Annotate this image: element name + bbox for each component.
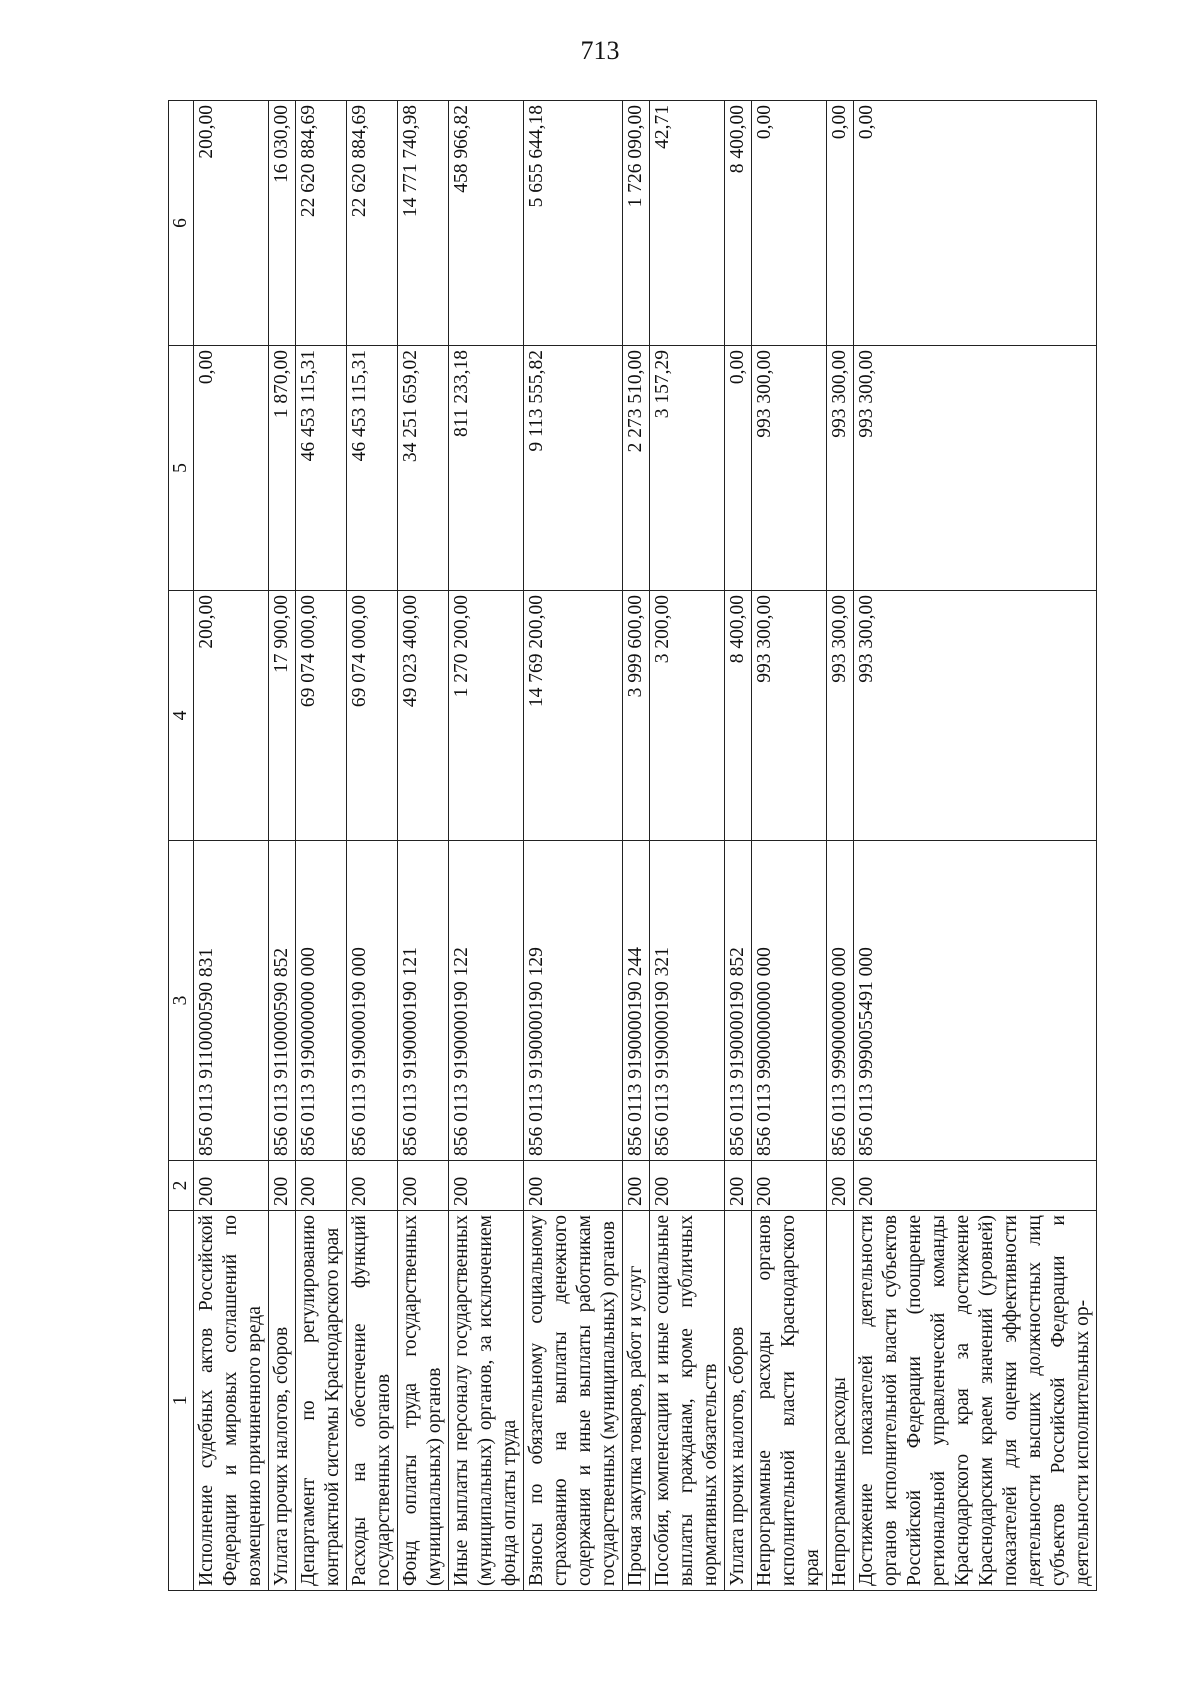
row-value-col4: 1 270 200,00: [449, 591, 524, 841]
column-header: 2: [169, 1161, 194, 1211]
row-value-col4: 17 900,00: [269, 591, 296, 841]
row-value-col4: 14 769 200,00: [524, 591, 623, 841]
row-value-col5: 0,00: [194, 346, 269, 591]
row-name-cell: Фонд оплаты труда государственных (муниципальных) органов: [398, 1211, 449, 1591]
table-row: [827, 101, 854, 1591]
row-code-cell: 856 0113 9190000190 852: [725, 841, 752, 1161]
row-value-col6: 22 620 884,69: [296, 101, 347, 346]
page-number: 713: [580, 36, 620, 65]
row-value-col5: 2 273 510,00: [623, 346, 650, 591]
table-row: [752, 101, 827, 1591]
table-row: [854, 101, 1097, 1591]
column-header: 3: [169, 841, 194, 1161]
table-row: [524, 101, 623, 1591]
row-section-cell: 200: [194, 1161, 269, 1211]
row-name-cell: Уплата прочих налогов, сборов: [269, 1211, 296, 1591]
header-row: [169, 101, 194, 1591]
row-name-cell: Взносы по обязательному социальному страхованию на выплаты денежного содержания и иные выплаты работникам государственных (муниципальных) органов: [524, 1211, 623, 1591]
row-value-col5: 1 870,00: [269, 346, 296, 591]
column-header: 4: [169, 591, 194, 841]
row-name-cell: Расходы на обеспечение функций государственных органов: [347, 1211, 398, 1591]
row-name-cell: Непрограммные расходы органов исполнительной власти Краснодарского края: [752, 1211, 827, 1591]
row-name-cell: Непрограммные расходы: [827, 1211, 854, 1591]
row-code-cell: 856 0113 9190000190 321: [650, 841, 725, 1161]
row-value-col5: 34 251 659,02: [398, 346, 449, 591]
row-value-col6: 5 655 644,18: [524, 101, 623, 346]
row-code-cell: 856 0113 9190000190 121: [398, 841, 449, 1161]
row-name-cell: Уплата прочих налогов, сборов: [725, 1211, 752, 1591]
row-value-col5: 46 453 115,31: [296, 346, 347, 591]
row-value-col6: 22 620 884,69: [347, 101, 398, 346]
row-value-col6: 14 771 740,98: [398, 101, 449, 346]
row-value-col4: 993 300,00: [752, 591, 827, 841]
row-value-col6: 0,00: [752, 101, 827, 346]
row-value-col4: 3 200,00: [650, 591, 725, 841]
row-section-cell: 200: [269, 1161, 296, 1211]
budget-table: [168, 100, 1097, 1591]
row-name-cell: Достижение показателей деятельности органов исполнительной власти субъектов Российской Федерации (поощрение региональной управленческой команды Краснодарского края за достижение Краснодарским краем значений (уровней) показателей для оценки эффективности деятельности высших должностных лиц субъектов Российской Федерации и деятельности исполнительных ор-: [854, 1211, 1097, 1591]
table-row: [269, 101, 296, 1591]
row-section-cell: 200: [650, 1161, 725, 1211]
table-row: [296, 101, 347, 1591]
column-header: 1: [169, 1211, 194, 1591]
row-section-cell: 200: [725, 1161, 752, 1211]
column-header: 6: [169, 101, 194, 346]
row-name-cell: Департамент по регулированию контрактной системы Краснодарского края: [296, 1211, 347, 1591]
row-section-cell: 200: [827, 1161, 854, 1211]
row-value-col5: 46 453 115,31: [347, 346, 398, 591]
row-value-col4: 69 074 000,00: [296, 591, 347, 841]
row-value-col4: 993 300,00: [854, 591, 1097, 841]
row-value-col6: 458 966,82: [449, 101, 524, 346]
row-section-cell: 200: [398, 1161, 449, 1211]
row-code-cell: 856 0113 9190000190 244: [623, 841, 650, 1161]
row-value-col6: 200,00: [194, 101, 269, 346]
row-value-col6: 8 400,00: [725, 101, 752, 346]
row-section-cell: 200: [854, 1161, 1097, 1211]
row-section-cell: 200: [347, 1161, 398, 1211]
row-code-cell: 856 0113 9190000190 000: [347, 841, 398, 1161]
row-code-cell: 856 0113 9990055491 000: [854, 841, 1097, 1161]
row-code-cell: 856 0113 9190000190 122: [449, 841, 524, 1161]
table-row: [347, 101, 398, 1591]
row-section-cell: 200: [449, 1161, 524, 1211]
row-value-col5: 9 113 555,82: [524, 346, 623, 591]
row-code-cell: 856 0113 9110000590 831: [194, 841, 269, 1161]
row-value-col6: 0,00: [827, 101, 854, 346]
row-value-col6: 1 726 090,00: [623, 101, 650, 346]
row-code-cell: 856 0113 9900000000 000: [752, 841, 827, 1161]
row-code-cell: 856 0113 9990000000 000: [827, 841, 854, 1161]
table-row: [449, 101, 524, 1591]
row-value-col5: 993 300,00: [752, 346, 827, 591]
row-name-cell: Исполнение судебных актов Российской Федерации и мировых соглашений по возмещению причиненного вреда: [194, 1211, 269, 1591]
row-code-cell: 856 0113 9190000000 000: [296, 841, 347, 1161]
row-value-col4: 3 999 600,00: [623, 591, 650, 841]
table-row: [725, 101, 752, 1591]
table-row: [398, 101, 449, 1591]
rotated-table-wrapper: [168, 101, 1093, 1591]
table-body: [194, 101, 1097, 1591]
row-value-col6: 42,71: [650, 101, 725, 346]
row-value-col6: 0,00: [854, 101, 1097, 346]
row-section-cell: 200: [296, 1161, 347, 1211]
table-row: [650, 101, 725, 1591]
row-value-col5: 0,00: [725, 346, 752, 591]
row-value-col4: 200,00: [194, 591, 269, 841]
row-value-col5: 993 300,00: [827, 346, 854, 591]
row-name-cell: Прочая закупка товаров, работ и услуг: [623, 1211, 650, 1591]
row-value-col5: 811 233,18: [449, 346, 524, 591]
row-value-col5: 3 157,29: [650, 346, 725, 591]
row-value-col4: 69 074 000,00: [347, 591, 398, 841]
row-section-cell: 200: [524, 1161, 623, 1211]
row-value-col4: 8 400,00: [725, 591, 752, 841]
table-row: [623, 101, 650, 1591]
row-value-col4: 993 300,00: [827, 591, 854, 841]
row-section-cell: 200: [623, 1161, 650, 1211]
column-header: 5: [169, 346, 194, 591]
row-value-col6: 16 030,00: [269, 101, 296, 346]
row-value-col4: 49 023 400,00: [398, 591, 449, 841]
row-name-cell: Пособия, компенсации и иные социальные выплаты гражданам, кроме публичных нормативных обязательств: [650, 1211, 725, 1591]
table-row: [194, 101, 269, 1591]
row-section-cell: 200: [752, 1161, 827, 1211]
row-code-cell: 856 0113 9110000590 852: [269, 841, 296, 1161]
row-code-cell: 856 0113 9190000190 129: [524, 841, 623, 1161]
row-name-cell: Иные выплаты персоналу государственных (муниципальных) органов, за исключением фонда оплаты труда: [449, 1211, 524, 1591]
row-value-col5: 993 300,00: [854, 346, 1097, 591]
